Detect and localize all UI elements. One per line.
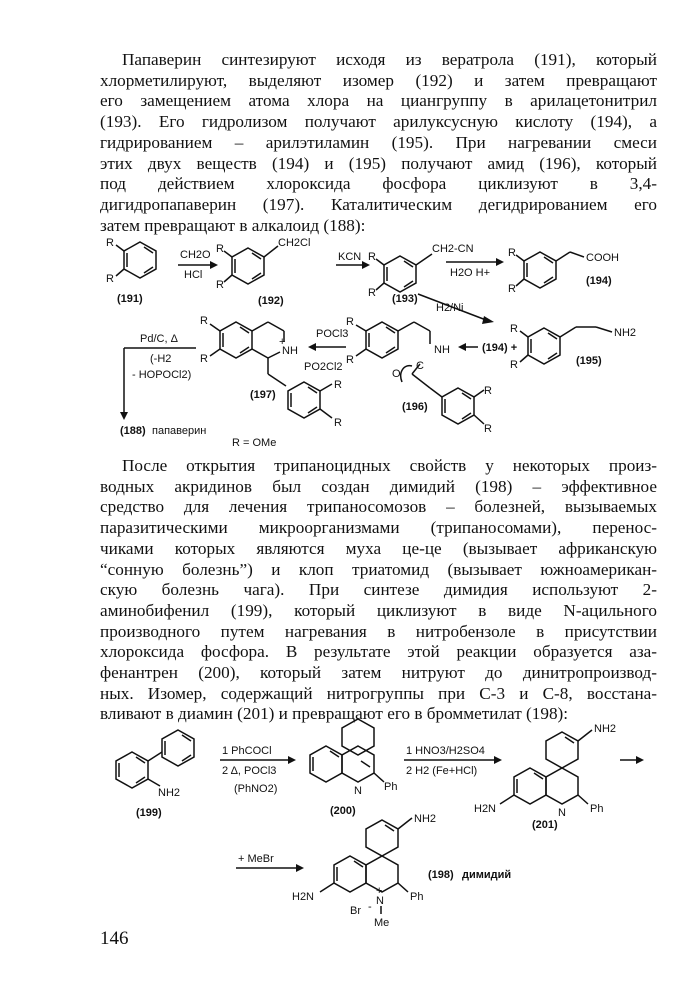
counterion: PO2Cl2	[304, 361, 343, 373]
compound-199-label: (199)	[136, 807, 162, 819]
substituent: NH2	[414, 813, 437, 825]
r-group: R	[508, 283, 516, 295]
text-line: этих двух веществ (194) и (195) получают амид (196), который	[100, 153, 657, 173]
reagent: 2 H2 (Fe+HCl)	[406, 765, 478, 777]
text-line: (193). Его гидролизом получают арилуксусную кислоту (194), а	[100, 112, 657, 132]
papaverine-name: папаверин	[152, 425, 207, 437]
substituent: H2N	[474, 803, 497, 815]
text-line: скую болезнь чага). При синтезе димидия используют 2-	[100, 580, 657, 600]
r-group: R	[200, 353, 208, 365]
r-group: R	[106, 237, 114, 249]
reagent: POCl3	[316, 328, 349, 340]
substituent: Ph	[590, 803, 604, 815]
r-group: R	[216, 243, 224, 255]
r-group: R	[334, 417, 342, 429]
arrow-head	[636, 756, 644, 764]
structure-195	[510, 323, 636, 371]
r-group: R	[346, 354, 354, 366]
reagent: (PhNO2)	[234, 783, 278, 795]
reagent: HCl	[184, 269, 203, 281]
arrow-head	[496, 258, 504, 266]
arrow-head	[482, 316, 494, 324]
r-group: R	[484, 385, 492, 397]
r-group: R	[334, 379, 342, 391]
reactant-194-plus: (194) +	[482, 342, 518, 354]
paragraph-dimidium	[100, 456, 657, 725]
compound-192-label: (192)	[258, 295, 284, 307]
text-line: чиками которых являются муха це-це (вызывает африканскую	[100, 538, 657, 558]
structure-194	[508, 247, 619, 295]
substituent: Ph	[384, 781, 398, 793]
dimidium-name: димидий	[462, 869, 512, 881]
text-line: хлорметилируют, выделяют изомер (192) и затем превращают	[100, 70, 657, 90]
arrow-head	[288, 756, 296, 764]
arrow-head	[494, 756, 502, 764]
text-line: паразитическими микроорганизмами (трипаносомами), перенос-	[100, 518, 657, 538]
reagent: 1 HNO3/H2SO4	[406, 745, 485, 757]
r-group: R	[200, 315, 208, 327]
ring-nitrogen: N	[558, 807, 566, 819]
substituent: CH2Cl	[278, 237, 311, 249]
text-line: Папаверин синтезируют исходя из вератрола (191), который	[122, 50, 657, 69]
substituent: COOH	[586, 252, 619, 264]
r-group: R	[510, 359, 518, 371]
compound-191-label: (191)	[117, 293, 143, 305]
minus-charge: -	[368, 901, 372, 913]
carbon-atom: C	[416, 360, 424, 372]
compound-200-label: (200)	[330, 805, 356, 817]
ring-nitrogen: N	[354, 785, 362, 797]
structure-196	[346, 316, 492, 435]
text-line: гидрированием – арилэтиламин (195). При нагревании смеси	[100, 132, 657, 152]
r-group: R	[106, 273, 114, 285]
text-line: средство для лечения трипаносомозов – болезней, вызываемых	[100, 497, 657, 517]
scheme-dimidium	[0, 716, 696, 926]
compound-201-label: (201)	[532, 819, 558, 831]
text-line: дигидропапаверин (197). Каталитическим дегидрированием его	[100, 194, 657, 214]
text-line: фенантрен (200), который затем нитруют до динитропроизвод-	[100, 663, 657, 683]
r-definition: R = OMe	[232, 437, 277, 449]
arrow-head	[458, 343, 466, 351]
text-line: вливают в диамин (201) и превращают его в бромметилат (198):	[100, 704, 569, 724]
counterion: Br	[350, 905, 361, 917]
text-line: водных акридинов был создан димидий (198) – эффективное	[100, 476, 657, 496]
arrow-head	[308, 343, 316, 351]
arrow-head	[296, 864, 304, 872]
reagent: + MeBr	[238, 853, 274, 865]
text-line: его замещением атома хлора на циангруппу в арилацетонитрил	[100, 91, 657, 111]
compound-193-label: (193)	[392, 293, 418, 305]
substituent: H2N	[292, 891, 315, 903]
structure-192	[216, 237, 310, 307]
compound-196-label: (196)	[402, 401, 428, 413]
substituent: Ph	[410, 891, 424, 903]
r-group: R	[216, 279, 224, 291]
structure-198	[292, 813, 511, 926]
reagent: 1 PhCOCl	[222, 745, 272, 757]
text-line: под действием хлороксида фосфора циклизуют в 3,4-	[100, 174, 657, 194]
r-group: R	[508, 247, 516, 259]
text-line: После открытия трипаноцидных свойств у некоторых произ-	[122, 456, 657, 475]
reagent: CH2O	[180, 249, 211, 261]
compound-197-label: (197)	[250, 389, 276, 401]
iminium-nh: NH	[282, 345, 298, 357]
curved-arrow	[401, 366, 412, 382]
plus-charge: +	[279, 336, 286, 348]
structure-201	[474, 723, 616, 831]
amide-nh: NH	[434, 344, 450, 356]
reagent: KCN	[338, 251, 362, 263]
reagent: Pd/C, Δ	[140, 333, 178, 345]
reagent: H2O H+	[450, 267, 491, 279]
reagent: H2/Ni	[436, 302, 464, 314]
substituent: Me	[374, 917, 390, 926]
substituent: NH2	[614, 327, 637, 339]
byproduct: (-H2	[150, 353, 172, 365]
byproduct: - HOPOCl2)	[132, 369, 192, 381]
arrow-head	[120, 412, 128, 420]
scheme-papaverine	[0, 232, 696, 452]
paragraph-papaverine-synthesis	[100, 50, 657, 236]
text-line: аминобифенил (199), который циклизуют в виде N-ацильного	[100, 600, 657, 620]
r-group: R	[368, 287, 376, 299]
oxygen-atom: O	[392, 368, 401, 380]
substituent: NH2	[158, 787, 181, 799]
r-group: R	[510, 323, 518, 335]
structure-200	[310, 719, 397, 817]
text-line: хлороксида фосфора. В результате этой реакции образуется аза-	[100, 642, 657, 662]
text-line: “сонную болезнь”) и клоп триатомид (вызывает южноамерикан-	[100, 559, 657, 579]
text-line: производного путем нагревания в нитробензоле в присутствии	[100, 621, 657, 641]
r-group: R	[368, 251, 376, 263]
compound-188-label: (188)	[120, 425, 146, 437]
compound-198-label: (198)	[428, 869, 454, 881]
substituent: CH2-CN	[432, 243, 474, 255]
plus-charge: +	[376, 885, 383, 897]
reagent: 2 Δ, POCl3	[222, 765, 277, 777]
structure-199	[116, 730, 194, 819]
text-line: затем превращают в алкалоид (188):	[100, 215, 366, 235]
substituent: NH2	[594, 723, 617, 735]
text-line: ных. Изомер, содержащий нитрогруппы при С-3 и С-8, восстана-	[100, 683, 657, 703]
page-number: 146	[100, 928, 129, 949]
arrow-head	[210, 261, 218, 269]
r-group: R	[484, 423, 492, 435]
structure-191	[106, 237, 156, 305]
compound-195-label: (195)	[576, 355, 602, 367]
ring-nitrogen: N	[376, 895, 384, 907]
compound-194-label: (194)	[586, 275, 612, 287]
r-group: R	[346, 316, 354, 328]
